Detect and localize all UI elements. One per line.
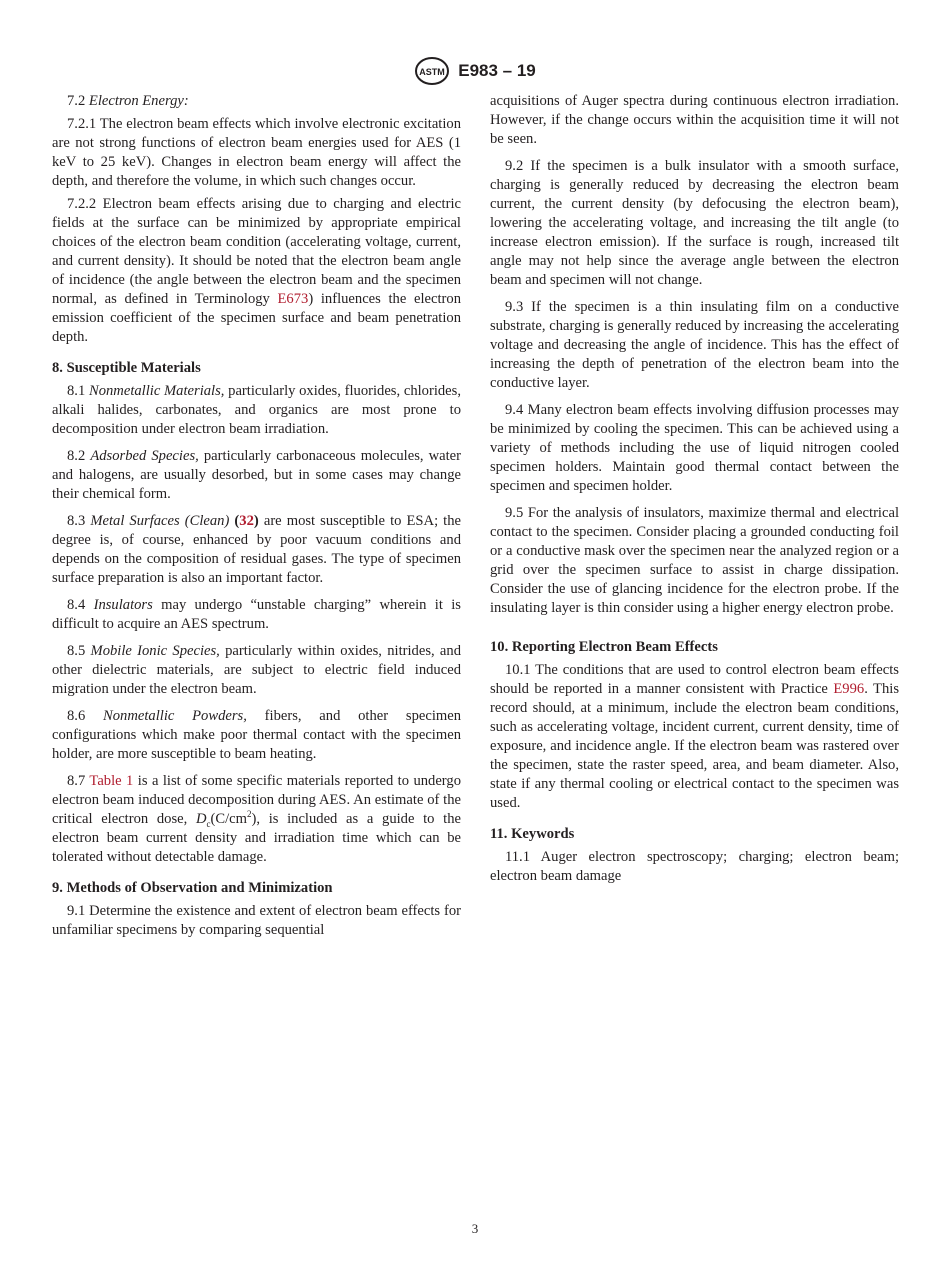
paragraph-9-4: 9.4 Many electron beam effects involving diffusion processes may be minimized by cooling the specimen. This can be achieved using a variety of methods including the use of liquid nitrogen cooled specimen holders. Maintain good thermal contact between the specimen and specimen holder. xyxy=(490,402,899,494)
paragraph-8-3: 8.3 Metal Surfaces (Clean) (32) are most susceptible to ESA; the degree is, of course, enhanced by poor vacuum conditions and depends on the composition of residual gases. The type of specimen surface preparation is also an important factor. xyxy=(52,513,462,586)
paragraph-8-1: 8.1 Nonmetallic Materials, particularly oxides, fluorides, chlorides, alkali halides, carbonates, and organics are most prone to decomposition under electron beam irradiation. xyxy=(52,383,461,437)
section-11-heading: 11. Keywords xyxy=(490,826,575,842)
paragraph-11-1: 11.1 Auger electron spectroscopy; charging; electron beam; electron beam damage xyxy=(490,849,899,884)
section-9-heading: 9. Methods of Observation and Minimization xyxy=(52,880,333,896)
right-column xyxy=(490,92,899,890)
document-designation: E983 – 19 xyxy=(458,61,536,80)
paragraph-8-5: 8.5 Mobile Ionic Species, particularly within oxides, nitrides, and other dielectric materials, are subject to electric field induced migration under the electron beam. xyxy=(52,643,461,697)
paragraph-9-5: 9.5 For the analysis of insulators, maximize thermal and electrical contact to the specimen. Consider placing a grounded conducting foil or a conductive mask over the specimen near the analyzed region or a grid over the specimen surface to assist in charge dissipation. Consider the use of glancing incidence for the electron probe. If the insulating layer is thin consider using a higher energy electron probe. xyxy=(490,505,899,616)
table-1-link[interactable]: Table 1 xyxy=(89,773,134,789)
left-column xyxy=(52,92,461,944)
paragraph-9-3: 9.3 If the specimen is a thin insulating film on a conductive substrate, charging is generally reduced by increasing the accelerating voltage and decreasing the angle of incidence. This has the effect of increasing the depth of penetration of the electron beam into the conductive layer. xyxy=(490,299,899,391)
paragraph-10-1: 10.1 The conditions that are used to control electron beam effects should be reported in a manner consistent with Practice E996. This record should, at a minimum, include the electron beam conditions, such as accelerating voltage, incident current, current density, time of exposure, and incidence angle. If the electron beam was rastered over the specimen, state the raster speed, area, and beam diameter. Also, state if any thermal cooling or electrical contact to the specimen was used. xyxy=(490,662,899,811)
paragraph-8-7: 8.7 Table 1 is a list of some specific materials reported to undergo electron beam induced decomposition during AES. An estimate of the critical electron dose, $D_c(C/cm^2)$, is included as a guide to the electron beam current density and irradiation time which can be tolerated without detectable damage. xyxy=(52,773,461,865)
paragraph-9-1: 9.1 Determine the existence and extent of electron beam effects for unfamiliar specimens by comparing sequential xyxy=(52,903,461,938)
page-number: 3 xyxy=(471,1221,479,1236)
svg-text:ASTM: ASTM xyxy=(419,67,445,77)
section-7-2-heading: 7.2 Electron Energy: xyxy=(67,93,189,109)
e996-link[interactable]: E996 xyxy=(833,681,865,697)
paragraph-7-2-2: 7.2.2 Electron beam effects arising due to charging and electric fields at the surface can be minimized by appropriate empirical choices of the electron beam condition (accelerating voltage, current, and current density). It should be noted that the electron beam angle of incidence (the angle between the electron beam and the specimen normal, as defined in Terminology E673) influences the electron emission coefficient of the specimen surface and beam penetration depth. xyxy=(52,196,461,345)
astm-logo-icon xyxy=(414,56,450,86)
paragraph-8-6: 8.6 Nonmetallic Powders, fibers, and other specimen configurations which make poor thermal contact with the specimen holder, are more susceptible to beam heating. xyxy=(52,708,462,762)
e673-link[interactable]: E673 xyxy=(277,291,309,307)
reference-32-link[interactable]: 32 xyxy=(239,513,254,529)
paragraph-9-2: 9.2 If the specimen is a bulk insulator with a smooth surface, charging is generally reduced by decreasing the electron beam current, the current density (by defocusing the electron beam), lowering the accelerating voltage, and increasing the tilt angle (to increase electron emission). If the surface is rough, increased tilt angle may not help since the average angle between the electron beam and specimen will not change. xyxy=(490,158,899,288)
paragraph-8-2: 8.2 Adsorbed Species, particularly carbonaceous molecules, water and halogens, are usually desorbed, but in some cases may change their chemical form. xyxy=(52,448,462,502)
paragraph-9-1-continued: acquisitions of Auger spectra during continuous electron irradiation. However, if the change occurs within the acquisition time it will not be seen. xyxy=(490,93,899,147)
section-8-heading: 8. Susceptible Materials xyxy=(52,360,201,376)
section-10-heading: 10. Reporting Electron Beam Effects xyxy=(490,639,718,655)
paragraph-7-2-1: 7.2.1 The electron beam effects which involve electronic excitation are not strong functions of electron beam energies used for AES (1 keV to 25 keV). Changes in electron beam energy will affect the depth, and therefore the volume, in which such changes occur. xyxy=(52,116,461,189)
paragraph-8-4: 8.4 Insulators may undergo “unstable charging” wherein it is difficult to acquire an AES spectrum. xyxy=(52,597,461,632)
page-header xyxy=(0,56,950,86)
